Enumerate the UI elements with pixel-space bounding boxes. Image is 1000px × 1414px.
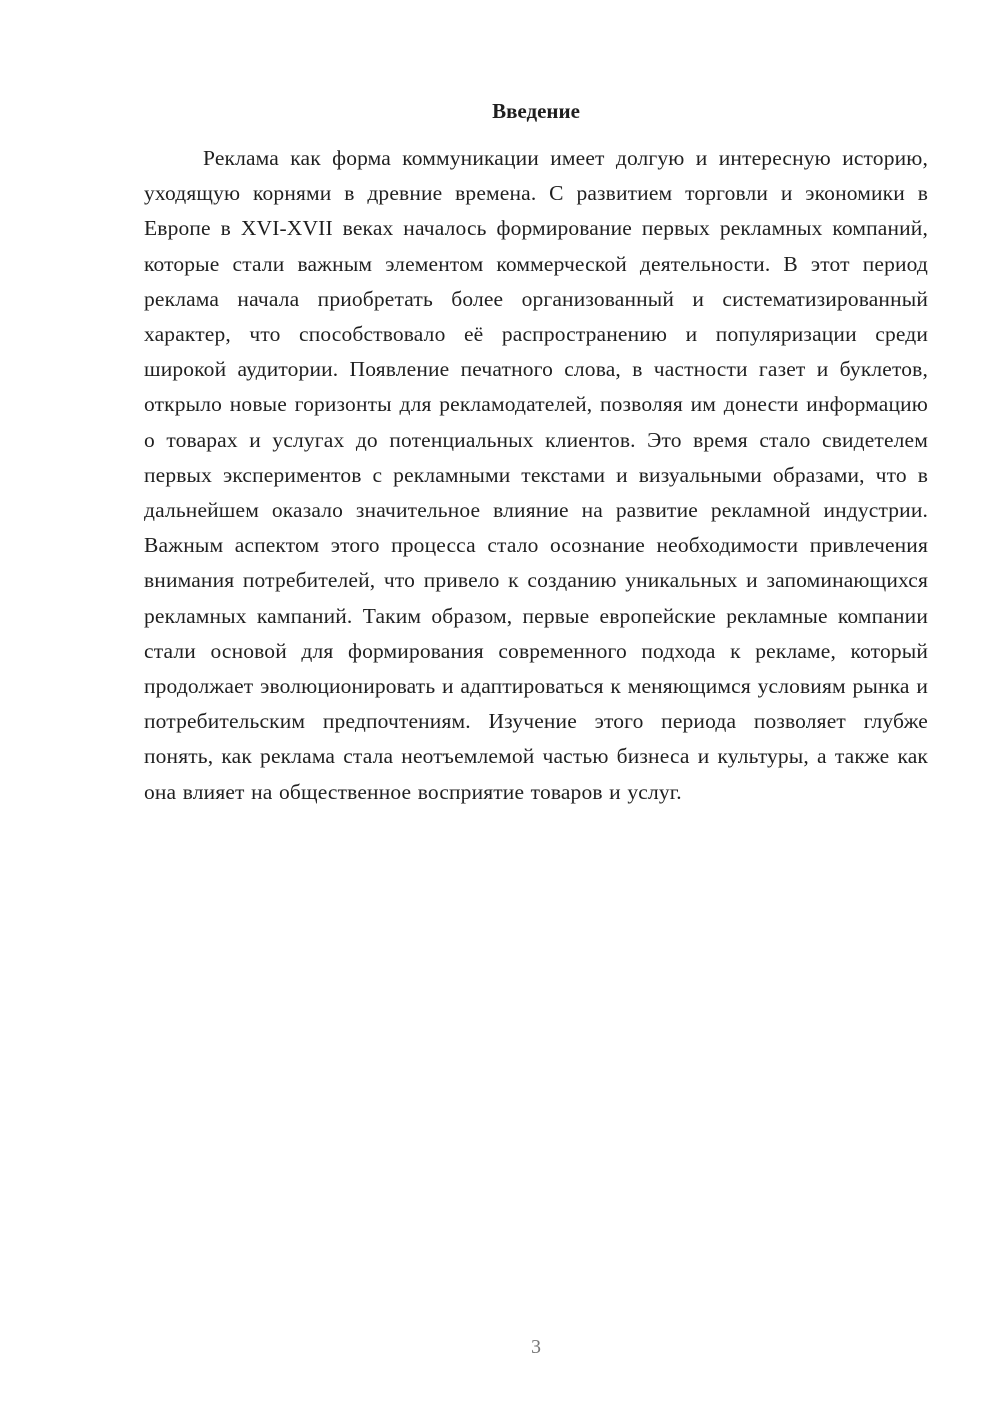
page-number: 3	[531, 1336, 541, 1358]
section-title: Введение	[492, 99, 580, 123]
body-paragraph: Реклама как форма коммуникации имеет долгую и интересную историю, уходящую корнями в древние времена. С развитием торговли и экономики в Европе в XVI-XVII веках началось формирование первых рекламных компаний, которые стали важным элементом коммерческой деятельности. В этот период реклама начала приобретать более организованный и систематизированный характер, что способствовало её распространению и популяризации среди широкой аудитории. Появление печатного слова, в частности газет и буклетов, открыло новые горизонты для рекламодателей, позволяя им донести информацию о товарах и услугах до потенциальных клиентов. Это время стало свидетелем первых экспериментов с рекламными текстами и визуальными образами, что в дальнейшем оказало значительное влияние на развитие рекламной индустрии. Важным аспектом этого процесса стало осознание необходимости привлечения внимания потребителей, что привело к созданию уникальных и запоминающихся рекламных кампаний. Таким образом, первые европейские рекламные компании стали основой для формирования современного подхода к рекламе, который продолжает эволюционировать и адаптироваться к меняющимся условиям рынка и потребительским предпочтениям. Изучение этого периода позволяет глубже понять, как реклама стала неотъемлемой частью бизнеса и культуры, а также как она влияет на общественное восприятие товаров и услуг.	[144, 146, 928, 804]
